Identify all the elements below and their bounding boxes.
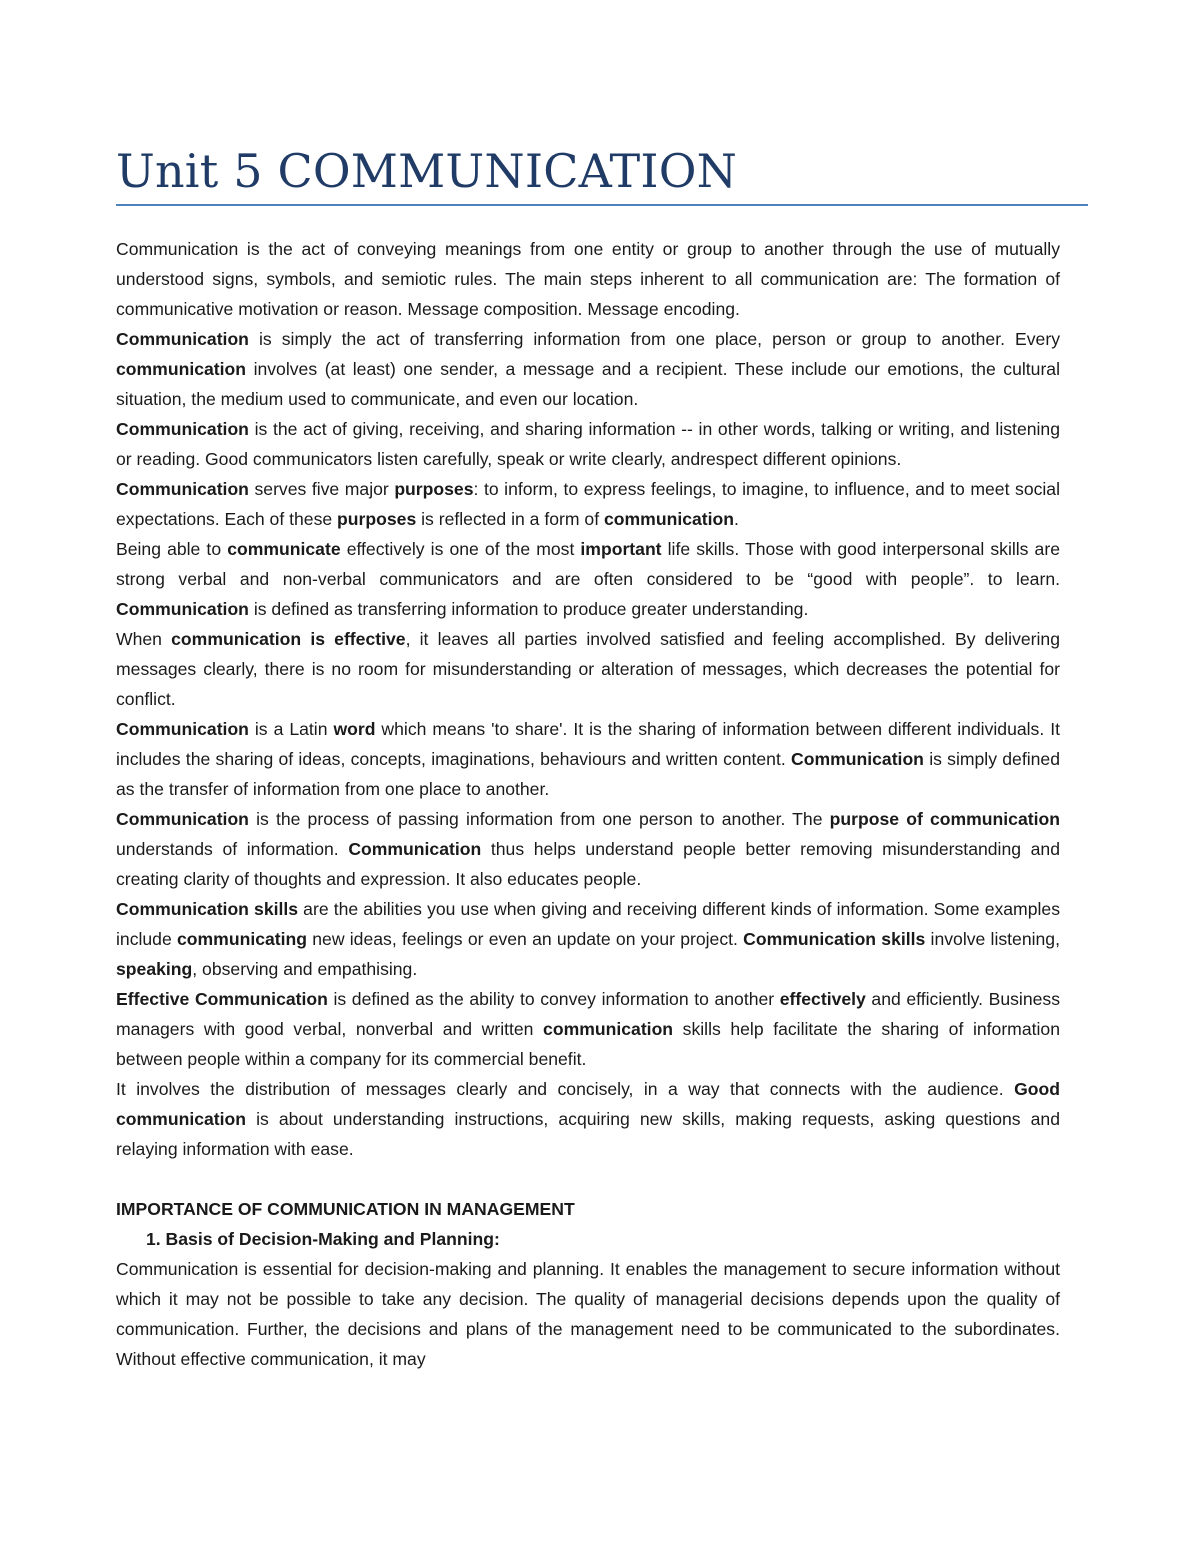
text-run: are the abilities you use when giving and receiving different kinds of information. Some examples include (116, 899, 1060, 949)
text-run: thus helps understand people better removing misunderstanding and creating clarity of thoughts and expression. It also educates people. (116, 839, 1061, 889)
text-run: is defined as transferring information to produce greater understanding. (248, 599, 809, 619)
text-run: . (734, 509, 739, 529)
bold-text-run: Communication skills (116, 899, 299, 919)
bold-text-run: communication (604, 509, 735, 529)
text-run: is about understanding instructions, acquiring new skills, making requests, asking questions and relaying information with ease. (116, 1109, 1060, 1159)
bold-text-run: important (580, 539, 662, 559)
body-paragraph (116, 714, 1060, 804)
bold-text-run: effectively (779, 989, 866, 1009)
body-paragraph (116, 894, 1060, 984)
bold-text-run: Communication (116, 479, 249, 499)
bold-text-run: purpose of communication (829, 809, 1060, 829)
bold-text-run: Communication skills (743, 929, 926, 949)
bold-text-run: Effective Communication (116, 989, 328, 1009)
bold-text-run: Communication (116, 329, 249, 349)
section-heading: IMPORTANCE OF COMMUNICATION IN MANAGEMENT (116, 1199, 575, 1219)
bold-text-run: purposes (337, 509, 417, 529)
text-run: is simply the act of transferring information from one place, person or group to another. Every (248, 329, 1060, 349)
text-run: When (116, 629, 172, 649)
text-run: is the process of passing information from one person to another. The (248, 809, 830, 829)
body-paragraph (116, 414, 1060, 474)
text-run: is a Latin (248, 719, 334, 739)
body-paragraphs (116, 234, 1060, 1164)
text-run: new ideas, feelings or even an update on your project. (307, 929, 744, 949)
text-run: skills help facilitate the sharing of information between people within a company for its commercial benefit. (116, 1019, 1060, 1069)
text-run: involve listening, (925, 929, 1060, 949)
bold-text-run: Communication (348, 839, 482, 859)
body-paragraph (116, 624, 1060, 714)
body-paragraph (116, 534, 1060, 624)
bold-text-run: communication is effective (171, 629, 406, 649)
section-body: Communication is essential for decision-making and planning. It enables the management to secure information without which it may not be possible to take any decision. The quality of managerial decisions depends upon the quality of communication. Further, the decisions and plans of the management need to be communicated to the subordinates. Without effective communication, it may (116, 1259, 1060, 1369)
text-run: : to inform, to express feelings, to imagine, to influence, and to meet social expectations. Each of these (116, 479, 1060, 529)
bold-text-run: communicate (227, 539, 341, 559)
text-run: is the act of giving, receiving, and sharing information -- in other words, talking or writing, and listening or reading. Good communicators listen carefully, speak or write clearly, andrespect different opinions. (116, 419, 1060, 469)
bold-text-run: Communication (116, 809, 249, 829)
text-run: life skills. Those with good interpersonal skills are strong verbal and non-verbal communicators and are often considered to be “good with people”. to learn. (116, 539, 1060, 589)
bold-text-run: communicating (177, 929, 308, 949)
document-page (116, 138, 1060, 1374)
bold-text-run: Communication (116, 719, 249, 739)
body-paragraph (116, 474, 1060, 534)
body-paragraph (116, 1074, 1060, 1164)
text-run: is defined as the ability to convey information to another (327, 989, 780, 1009)
text-run: and efficiently. Business managers with good verbal, nonverbal and written (116, 989, 1060, 1039)
bold-text-run: Communication (116, 599, 249, 619)
text-run: serves five major (248, 479, 395, 499)
text-run: which means 'to share'. It is the sharing of information between different individuals. It includes the sharing of ideas, concepts, imaginations, behaviours and written content. (116, 719, 1060, 769)
bold-text-run: Communication (791, 749, 924, 769)
text-run: effectively is one of the most (340, 539, 581, 559)
body-paragraph (116, 234, 1060, 324)
body-paragraph (116, 984, 1060, 1074)
bold-text-run: Good communication (116, 1079, 1060, 1129)
page-title: Unit 5 COMMUNICATION (116, 144, 738, 198)
bold-text-run: communication (543, 1019, 674, 1039)
title-divider (116, 204, 1088, 206)
bold-text-run: speaking (116, 959, 193, 979)
text-run: , observing and empathising. (192, 959, 418, 979)
section-subheading: 1. Basis of Decision-Making and Planning: (146, 1229, 500, 1249)
text-run: , it leaves all parties involved satisfied and feeling accomplished. By delivering messages clearly, there is no room for misunderstanding or alteration of messages, which decreases the potential for conflict. (116, 629, 1060, 709)
section-spacer (116, 1164, 1060, 1194)
text-run: It involves the distribution of messages clearly and concisely, in a way that connects with the audience. (116, 1079, 1015, 1099)
body-paragraph (116, 324, 1060, 414)
bold-text-run: purposes (394, 479, 474, 499)
text-run: understands of information. (116, 839, 349, 859)
text-run: is reflected in a form of (416, 509, 604, 529)
text-run: Being able to (116, 539, 228, 559)
text-run: is simply defined as the transfer of information from one place to another. (116, 749, 1060, 799)
body-paragraph (116, 804, 1060, 894)
text-run: involves (at least) one sender, a message and a recipient. These include our emotions, the cultural situation, the medium used to communicate, and even our location. (116, 359, 1060, 409)
bold-text-run: word (333, 719, 376, 739)
text-run: Communication is the act of conveying meanings from one entity or group to another through the use of mutually understood signs, symbols, and semiotic rules. The main steps inherent to all communication are: The formation of communicative motivation or reason. Message composition. Message encoding. (116, 239, 1060, 319)
bold-text-run: communication (116, 359, 247, 379)
bold-text-run: Communication (116, 419, 249, 439)
